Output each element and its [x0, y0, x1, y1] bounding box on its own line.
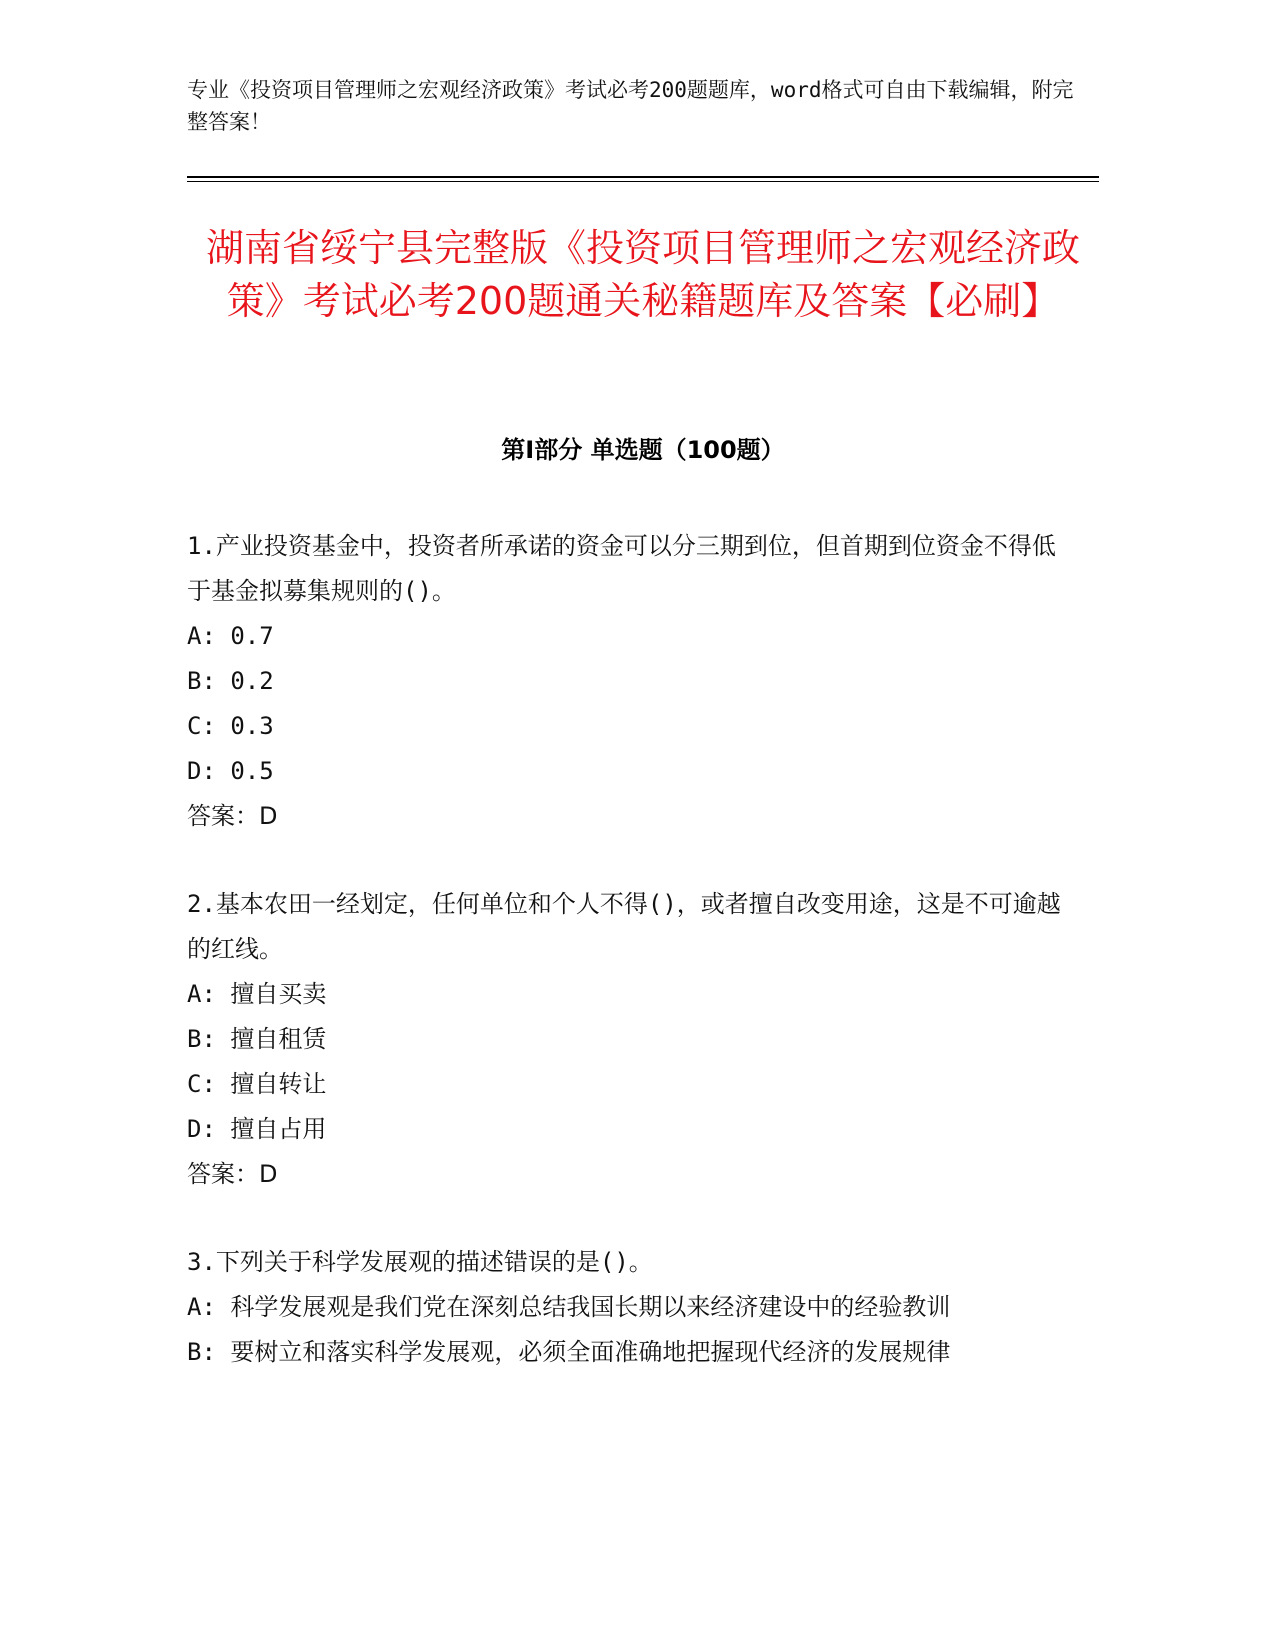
answer: 答案：D — [187, 1160, 278, 1188]
option-b: B: 擅自租赁 — [187, 1025, 327, 1053]
header-note: 专业《投资项目管理师之宏观经济政策》考试必考200题题库，word格式可自由下载编辑，附完整答案！ — [187, 78, 1074, 134]
option-d: D: 0.5 — [187, 757, 274, 785]
option-c: C: 擅自转让 — [187, 1070, 327, 1098]
question-spacer — [187, 1197, 1067, 1240]
option-b: B: 0.2 — [187, 667, 274, 695]
question-list — [187, 524, 1067, 1375]
document-title: 湖南省绥宁县完整版《投资项目管理师之宏观经济政策》考试必考200题通关秘籍题库及答案【必刷】 — [205, 226, 1080, 323]
option-c: C: 0.3 — [187, 712, 274, 740]
answer: 答案：D — [187, 802, 278, 830]
question-stem: 2.基本农田一经划定，任何单位和个人不得()，或者擅自改变用途，这是不可逾越的红线。 — [187, 890, 1061, 963]
question-3 — [187, 1240, 1067, 1375]
question-2 — [187, 882, 1067, 1197]
question-1 — [187, 524, 1067, 839]
header-rule-thin — [187, 181, 1099, 182]
option-a: A: 0.7 — [187, 622, 274, 650]
option-a: A: 科学发展观是我们党在深刻总结我国长期以来经济建设中的经验教训 — [187, 1293, 951, 1321]
option-a: A: 擅自买卖 — [187, 980, 327, 1008]
section-title: 第Ⅰ部分 单选题（100题） — [501, 436, 785, 464]
option-d: D: 擅自占用 — [187, 1115, 327, 1143]
header-rule-thick — [187, 176, 1099, 178]
question-spacer — [187, 839, 1067, 882]
question-stem: 1.产业投资基金中，投资者所承诺的资金可以分三期到位，但首期到位资金不得低于基金拟募集规则的()。 — [187, 532, 1056, 605]
question-stem: 3.下列关于科学发展观的描述错误的是()。 — [187, 1248, 653, 1276]
option-b: B: 要树立和落实科学发展观，必须全面准确地把握现代经济的发展规律 — [187, 1338, 951, 1366]
